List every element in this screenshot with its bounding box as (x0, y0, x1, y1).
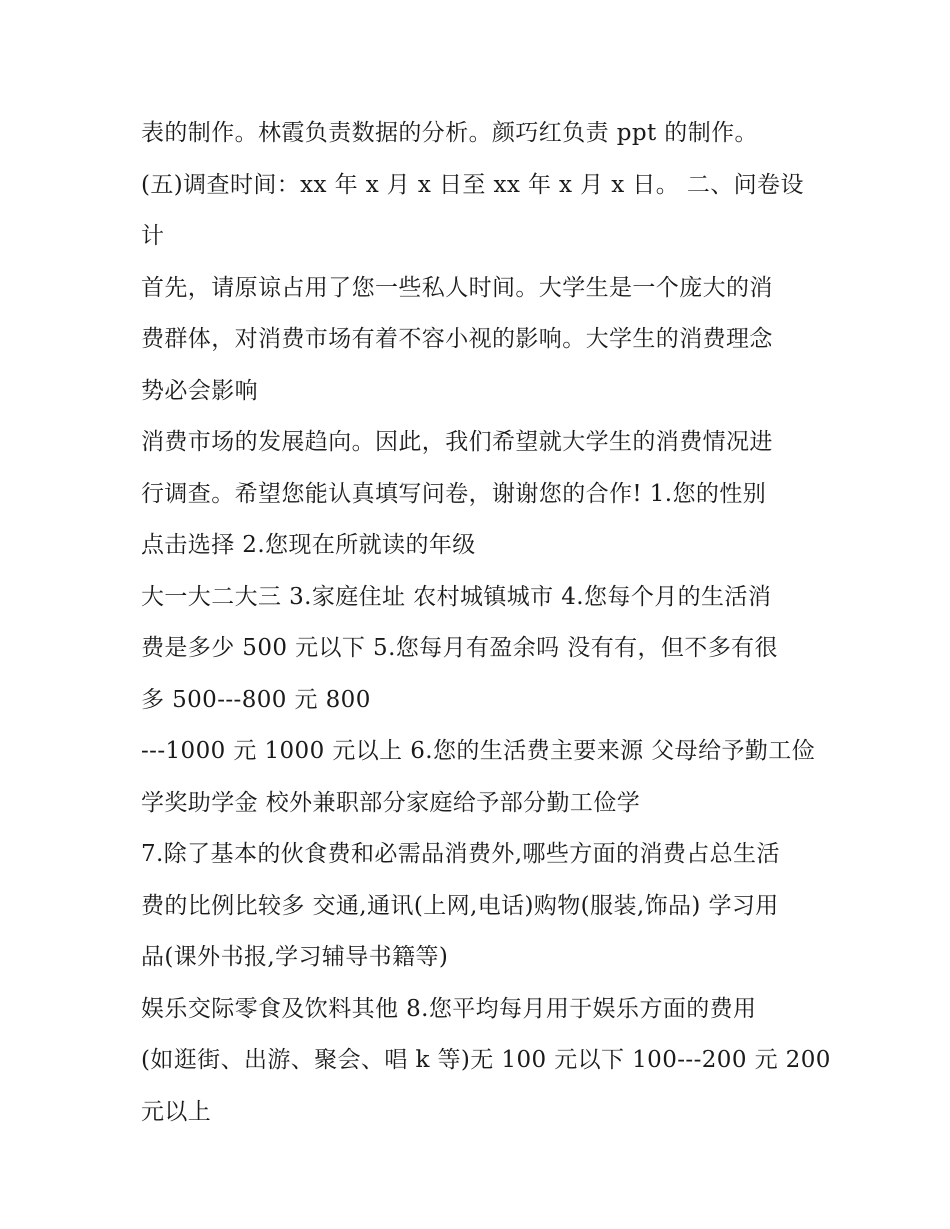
text-line: 大一大二大三 3.家庭住址 农村城镇城市 4.您每个月的生活消 (141, 583, 772, 610)
text-line: 点击选择 2.您现在所就读的年级 (141, 532, 476, 558)
text-line: 7.除了基本的伙食费和必需品消费外,哪些方面的消费占总生活 (141, 841, 780, 867)
text-line: 计 (141, 223, 165, 249)
text-line: 品(课外书报,学习辅导书籍等) (141, 944, 449, 970)
document-body (141, 108, 831, 1138)
text-line: 消费市场的发展趋向。因此，我们希望就大学生的消费情况进 (141, 429, 773, 455)
text-line: (如逛街、出游、聚会、唱 k 等)无 100 元以下 100---200 元 200 (141, 1047, 831, 1073)
text-line: 学奖助学金 校外兼职部分家庭给予部分勤工俭学 (141, 789, 641, 816)
text-line: 势必会影响 (141, 377, 258, 404)
text-line: (五)调查时间：xx 年 x 月 x 日至 xx 年 x 月 x 日。 二、问卷设 (141, 171, 804, 198)
text-line: ---1000 元 1000 元以上 6.您的生活费主要来源 父母给予勤工俭 (141, 738, 816, 764)
text-line: 多 500---800 元 800 (141, 686, 371, 713)
text-line: 表的制作。林霞负责数据的分析。颜巧红负责 ppt 的制作。 (141, 120, 758, 146)
text-line: 费的比例比较多 交通,通讯(上网,电话)购物(服装,饰品) 学习用 (141, 892, 779, 919)
text-line: 费是多少 500 元以下 5.您每月有盈余吗 没有有，但不多有很 (141, 635, 778, 661)
text-line: 娱乐交际零食及饮料其他 8.您平均每月用于娱乐方面的费用 (141, 995, 757, 1022)
text-line: 行调查。希望您能认真填写问卷，谢谢您的合作! 1.您的性别 (141, 480, 767, 507)
text-line: 费群体，对消费市场有着不容小视的影响。大学生的消费理念 (141, 326, 773, 352)
text-line: 元以上 (141, 1098, 212, 1125)
text-line: 首先，请原谅占用了您一些私人时间。大学生是一个庞大的消 (141, 274, 773, 301)
